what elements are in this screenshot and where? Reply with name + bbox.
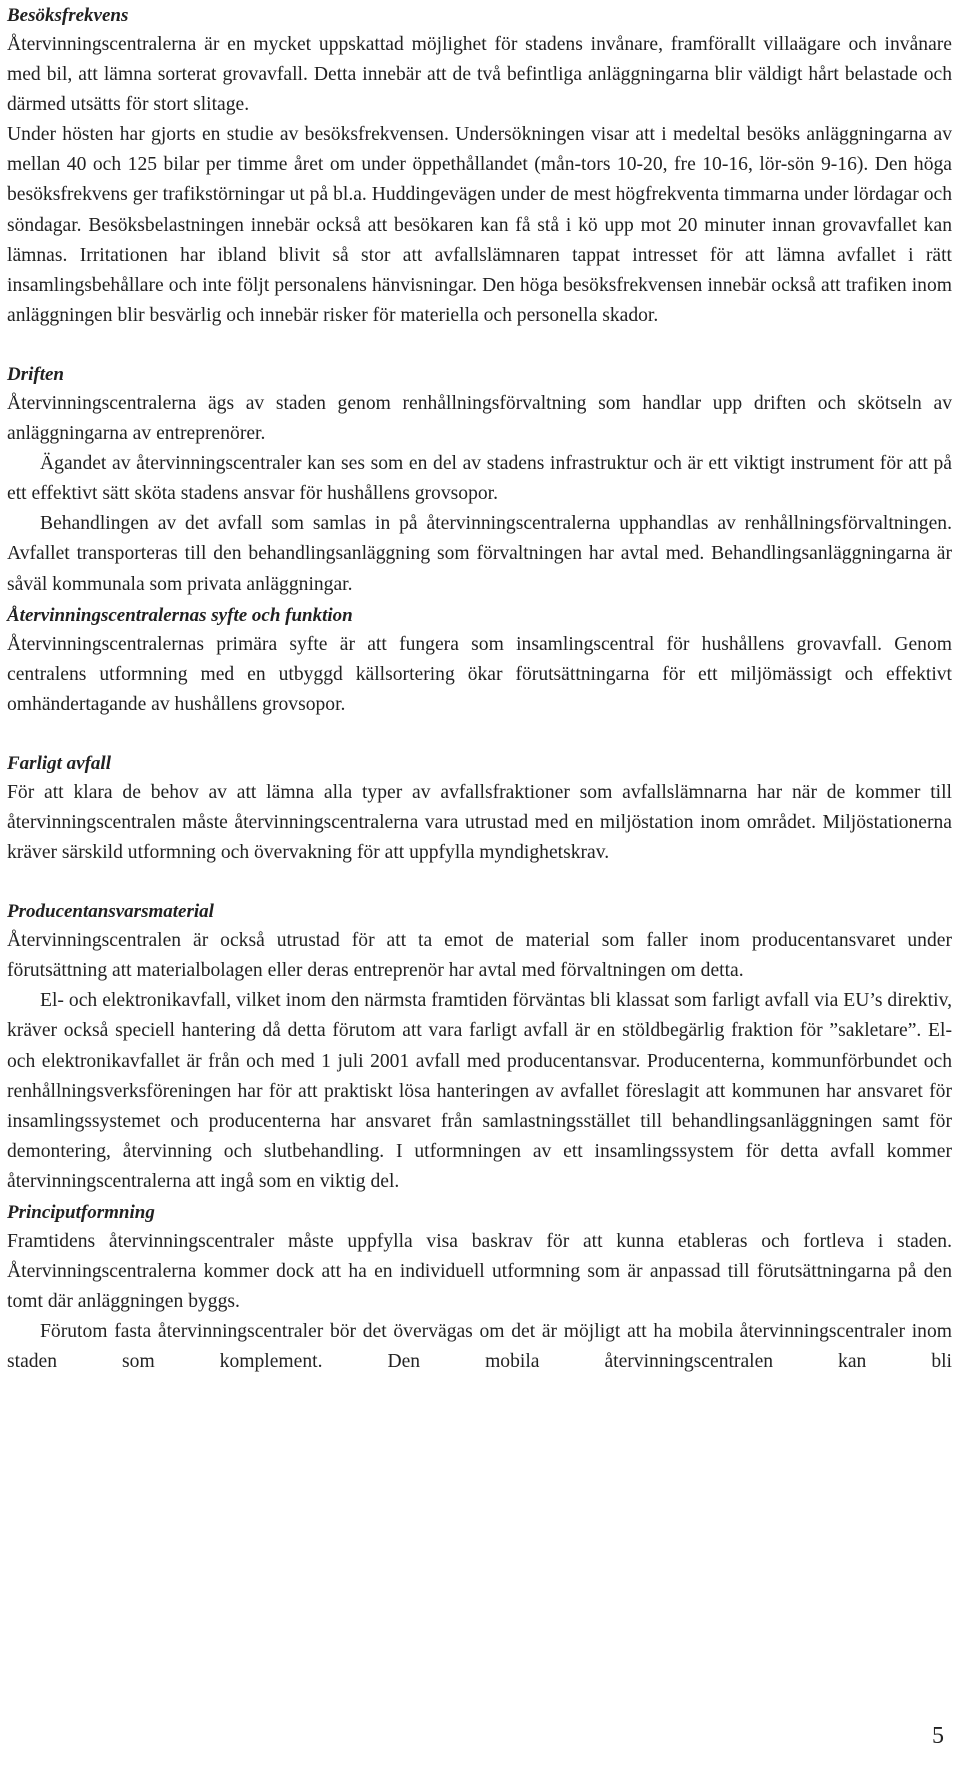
section-heading: Farligt avfall bbox=[7, 752, 111, 774]
section-heading: Principutformning bbox=[7, 1202, 155, 1223]
section-heading: Producentansvarsmaterial bbox=[7, 901, 214, 923]
section-heading: Driften bbox=[7, 363, 64, 385]
paragraph: Ägandet av återvinningscentraler kan ses som en del av stadens infrastruktur och är ett viktigt instrument för att på ett effektivt sätt sköta stadens ansvar för hushållens grovsopor. bbox=[7, 453, 952, 505]
section-driften bbox=[7, 359, 952, 600]
paragraph: Återvinningscentralernas primära syfte är att fungera som insamlingscentral för hushållens grovavfall. Genom centralens utformning med en utbyggd källsortering ökar förutsättningarna för ett miljömässigt och effektivt omhändertagande av hushållens grovsopor. bbox=[7, 633, 952, 715]
paragraph: Framtidens återvinningscentraler måste uppfylla visa baskrav för att kunna etableras och fortleva i staden. Återvinningscentralerna kommer dock att ha en individuell utformning som är anpassad till förutsättningarna på den tomt där anläggningen byggs. bbox=[7, 1231, 952, 1313]
section-principutformning bbox=[7, 1197, 952, 1377]
paragraph: För att klara de behov av att lämna alla typer av avfallsfraktioner som avfallslämnarna har när de kommer till återvinningscentralen måste återvinningscentralerna vara utrustad med en miljöstation inom området. Miljöstationerna kräver särskild utformning och övervakning för att uppfylla myndighetskrav. bbox=[7, 781, 952, 864]
section-heading: Besöksfrekvens bbox=[7, 5, 129, 26]
paragraph: Återvinningscentralerna ägs av staden genom renhållningsförvaltning som handlar upp driften och skötseln av anläggningarna av entreprenörer. bbox=[7, 392, 952, 445]
paragraph: Behandlingen av det avfall som samlas in på återvinningscentralerna upphandlas av renhållningsförvaltningen. Avfallet transporteras till den behandlingsanläggning som förvaltningen har avtal med. Behandlingsanläggningarna är såväl kommunala som privata anläggningar. bbox=[7, 513, 952, 595]
document-page bbox=[7, 0, 952, 1377]
section-farligt-avfall bbox=[7, 748, 952, 868]
paragraph: Förutom fasta återvinningscentraler bör det övervägas om det är möjligt att ha mobila återvinningscentraler inom staden som komplement. Den mobila återvinningscentralen kan bli bbox=[7, 1321, 952, 1373]
paragraph: El- och elektronikavfall, vilket inom den närmsta framtiden förväntas bli klassat som farligt avfall via EU’s direktiv, kräver också speciell hantering då detta förutom att vara farligt avfall är en stöldbegärlig fraktion för ”sakletare”. El- och elektronikavfallet är från och med 1 juli 2001 avfall med producentansvar. Producenterna, kommunförbundet och renhållningsverksföreningen har för att praktiskt lösa hanteringen av avfallet föreslagit att kommunen har ansvaret för insamlingssystemet och producenterna har ansvaret från samlastningsstället till behandlingsanläggningen samt för demontering, återvinning och slutbehandling. I utformningen av ett insamlingssystem för detta avfall kommer återvinningscentralerna att ingå som en viktig del. bbox=[7, 990, 952, 1192]
section-syfte-och-funktion bbox=[7, 600, 952, 720]
paragraph: Återvinningscentralerna är en mycket uppskattad möjlighet för stadens invånare, framförallt villaägare och invånare med bil, att lämna sorterat grovavfall. Detta innebär att de två befintliga anläggningarna blir väldigt hårt belastade och därmed utsätts för stort slitage. bbox=[7, 34, 952, 116]
section-besoksfrekvens bbox=[7, 0, 952, 331]
page-number: 5 bbox=[932, 1723, 944, 1749]
section-producentansvarsmaterial bbox=[7, 896, 952, 1197]
paragraph: Återvinningscentralen är också utrustad för att ta emot de material som faller inom producentansvaret under förutsättning att materialbolagen eller deras entreprenör har avtal med förvaltningen om detta. bbox=[7, 930, 952, 982]
section-heading: Återvinningscentralernas syfte och funktion bbox=[7, 604, 353, 626]
paragraph: Under hösten har gjorts en studie av besöksfrekvensen. Undersökningen visar att i medeltal besöks anläggningarna av mellan 40 och 125 bilar per timme året om under öppethållandet (mån-tors 10-20, fre 10-16, lör-sön 9-16). Den höga besöksfrekvens ger trafikstörningar ut på bl.a. Huddingevägen under de mest högfrekventa timmarna under lördagar och söndagar. Besöksbelastningen innebär också att besökaren kan få stå i kö upp mot 20 minuter innan grovavfallet kan lämnas. Irritationen har ibland blivit så stor att avfallslämnaren tappat intresset för att lämna avfallet i rätt insamlingsbehållare och inte följt personalens hänvisningar. Den höga besöksfrekvensen innebär också att trafiken inom anläggningen blir besvärlig och innebär risker för materiella och personella skador. bbox=[7, 124, 952, 326]
